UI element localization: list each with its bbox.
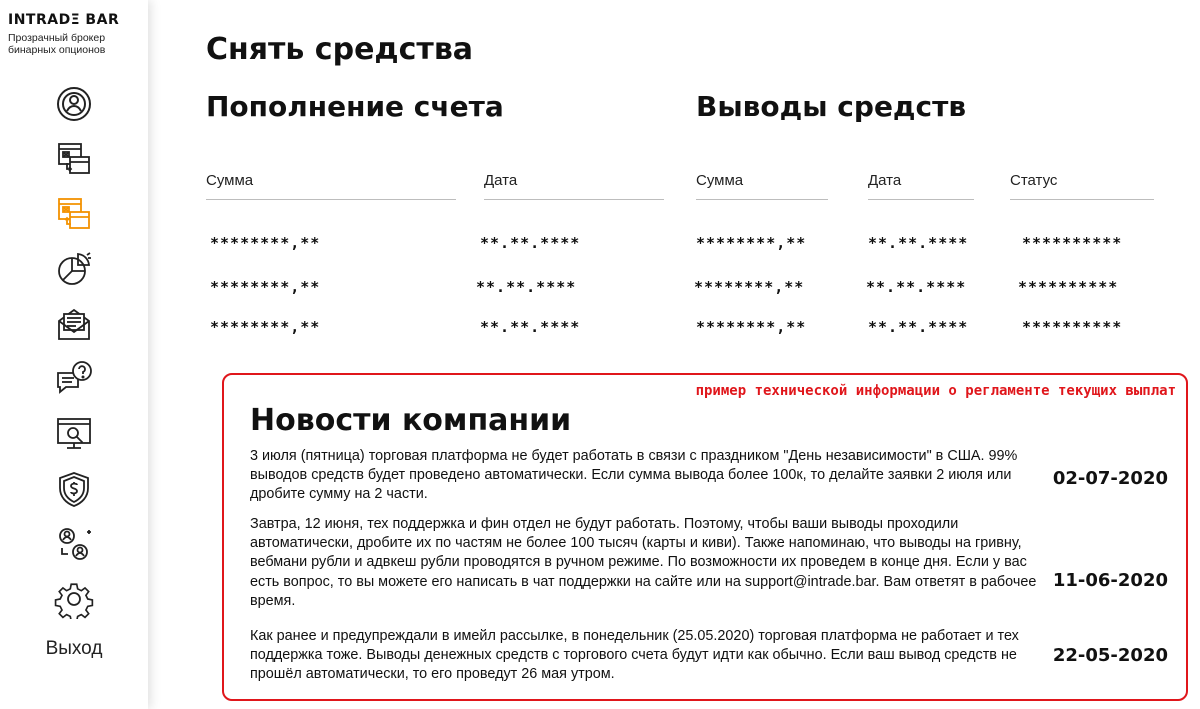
news-panel	[222, 373, 1188, 701]
withdrawals-title: Выводы средств	[696, 90, 967, 123]
analytics-icon	[54, 249, 94, 289]
logout-button[interactable]: Выход	[45, 638, 103, 659]
annotation-note: пример технической информации о регламенте текущих выплат	[695, 383, 1176, 399]
deposit-amount-cell: ********,**	[210, 278, 321, 296]
news-item-date: 11-06-2020	[1052, 570, 1168, 591]
news-item-date: 22-05-2020	[1052, 645, 1168, 666]
nav-item-withdraw[interactable]	[52, 192, 96, 236]
deposits-col-date: Дата	[484, 172, 518, 189]
nav-item-monitor[interactable]	[52, 412, 96, 456]
withdrawal-amount-cell: ********,**	[696, 318, 807, 336]
brand	[8, 12, 144, 56]
nav-item-analytics[interactable]	[52, 247, 96, 291]
deposit-date-cell: **.**.****	[480, 318, 581, 336]
mail-icon	[54, 304, 94, 344]
nav-item-support[interactable]	[52, 357, 96, 401]
withdrawal-status-cell: **********	[1018, 278, 1119, 296]
withdrawals-col-date: Дата	[868, 172, 902, 189]
withdrawals-col-status: Статус	[1010, 172, 1058, 189]
monitor-search-icon	[54, 414, 94, 454]
deposit-date-cell: **.**.****	[476, 278, 577, 296]
nav-item-referral[interactable]	[52, 522, 96, 566]
withdrawal-date-cell: **.**.****	[868, 234, 969, 252]
support-icon	[54, 359, 94, 399]
divider	[868, 199, 974, 200]
withdrawal-status-cell: **********	[1022, 234, 1123, 252]
withdrawal-date-cell: **.**.****	[868, 318, 969, 336]
divider	[696, 199, 828, 200]
page-title: Снять средства	[206, 32, 474, 67]
brand-logo[interactable]: INTRADΞ BAR	[8, 12, 120, 28]
brand-tagline: Прозрачный брокер бинарных опционов	[8, 32, 106, 56]
deposit-icon	[54, 139, 94, 179]
shield-dollar-icon	[54, 469, 94, 509]
withdrawal-amount-cell: ********,**	[694, 278, 805, 296]
divider	[1010, 199, 1154, 200]
nav-item-deposit[interactable]	[52, 137, 96, 181]
referral-icon	[54, 524, 94, 564]
withdrawals-col-amount: Сумма	[696, 172, 744, 189]
news-item-text: Как ранее и предупреждали в имейл рассылке, в понедельник (25.05.2020) торговая платформа не работает и тех поддержка тоже. Выводы денежных средств с торгового счета будут идти как обычно. Если ваш вывод средств не прошёл автоматически, то его проведут 26 мая утром.	[250, 628, 1019, 683]
withdrawal-date-cell: **.**.****	[866, 278, 967, 296]
nav-item-profile[interactable]	[52, 82, 96, 126]
nav-item-settings[interactable]	[52, 577, 96, 621]
deposits-col-amount: Сумма	[206, 172, 254, 189]
deposit-amount-cell: ********,**	[210, 318, 321, 336]
divider	[206, 199, 456, 200]
divider	[484, 199, 664, 200]
withdrawal-amount-cell: ********,**	[696, 234, 807, 252]
withdraw-icon	[54, 194, 94, 234]
nav-item-security[interactable]	[52, 467, 96, 511]
news-item-text: 3 июля (пятница) торговая платформа не будет работать в связи с праздником "День независимости" в США. 99% выводов средств будет проведено автоматически. Если сумма вывода более 100к, то делайте заявки 2 июля или дробите сумму на 2 части.	[250, 448, 1018, 503]
news-title: Новости компании	[250, 403, 572, 438]
sidebar	[0, 0, 148, 709]
deposit-date-cell: **.**.****	[480, 234, 581, 252]
nav-item-messages[interactable]	[52, 302, 96, 346]
settings-icon	[54, 579, 94, 619]
news-item-date: 02-07-2020	[1052, 468, 1168, 489]
deposits-title: Пополнение счета	[206, 90, 504, 123]
withdrawal-status-cell: **********	[1022, 318, 1123, 336]
deposit-amount-cell: ********,**	[210, 234, 321, 252]
profile-icon	[54, 84, 94, 124]
news-item-text: Завтра, 12 июня, тех поддержка и фин отдел не будут работать. Поэтому, чтобы ваши выводы проходили автоматически, дробите их по частям не более 100 тысяч (карты и киви). Также напоминаю, что выводы на гривну, вебмани рубли и адвкеш рубли проводятся в ручном режиме. По возможности их проведем в конце дня. Если у вас есть вопрос, то вы можете его написать в чат поддержки на сайте или на support@intrade.bar. Вам ответят в рабочее время.	[250, 516, 1037, 609]
